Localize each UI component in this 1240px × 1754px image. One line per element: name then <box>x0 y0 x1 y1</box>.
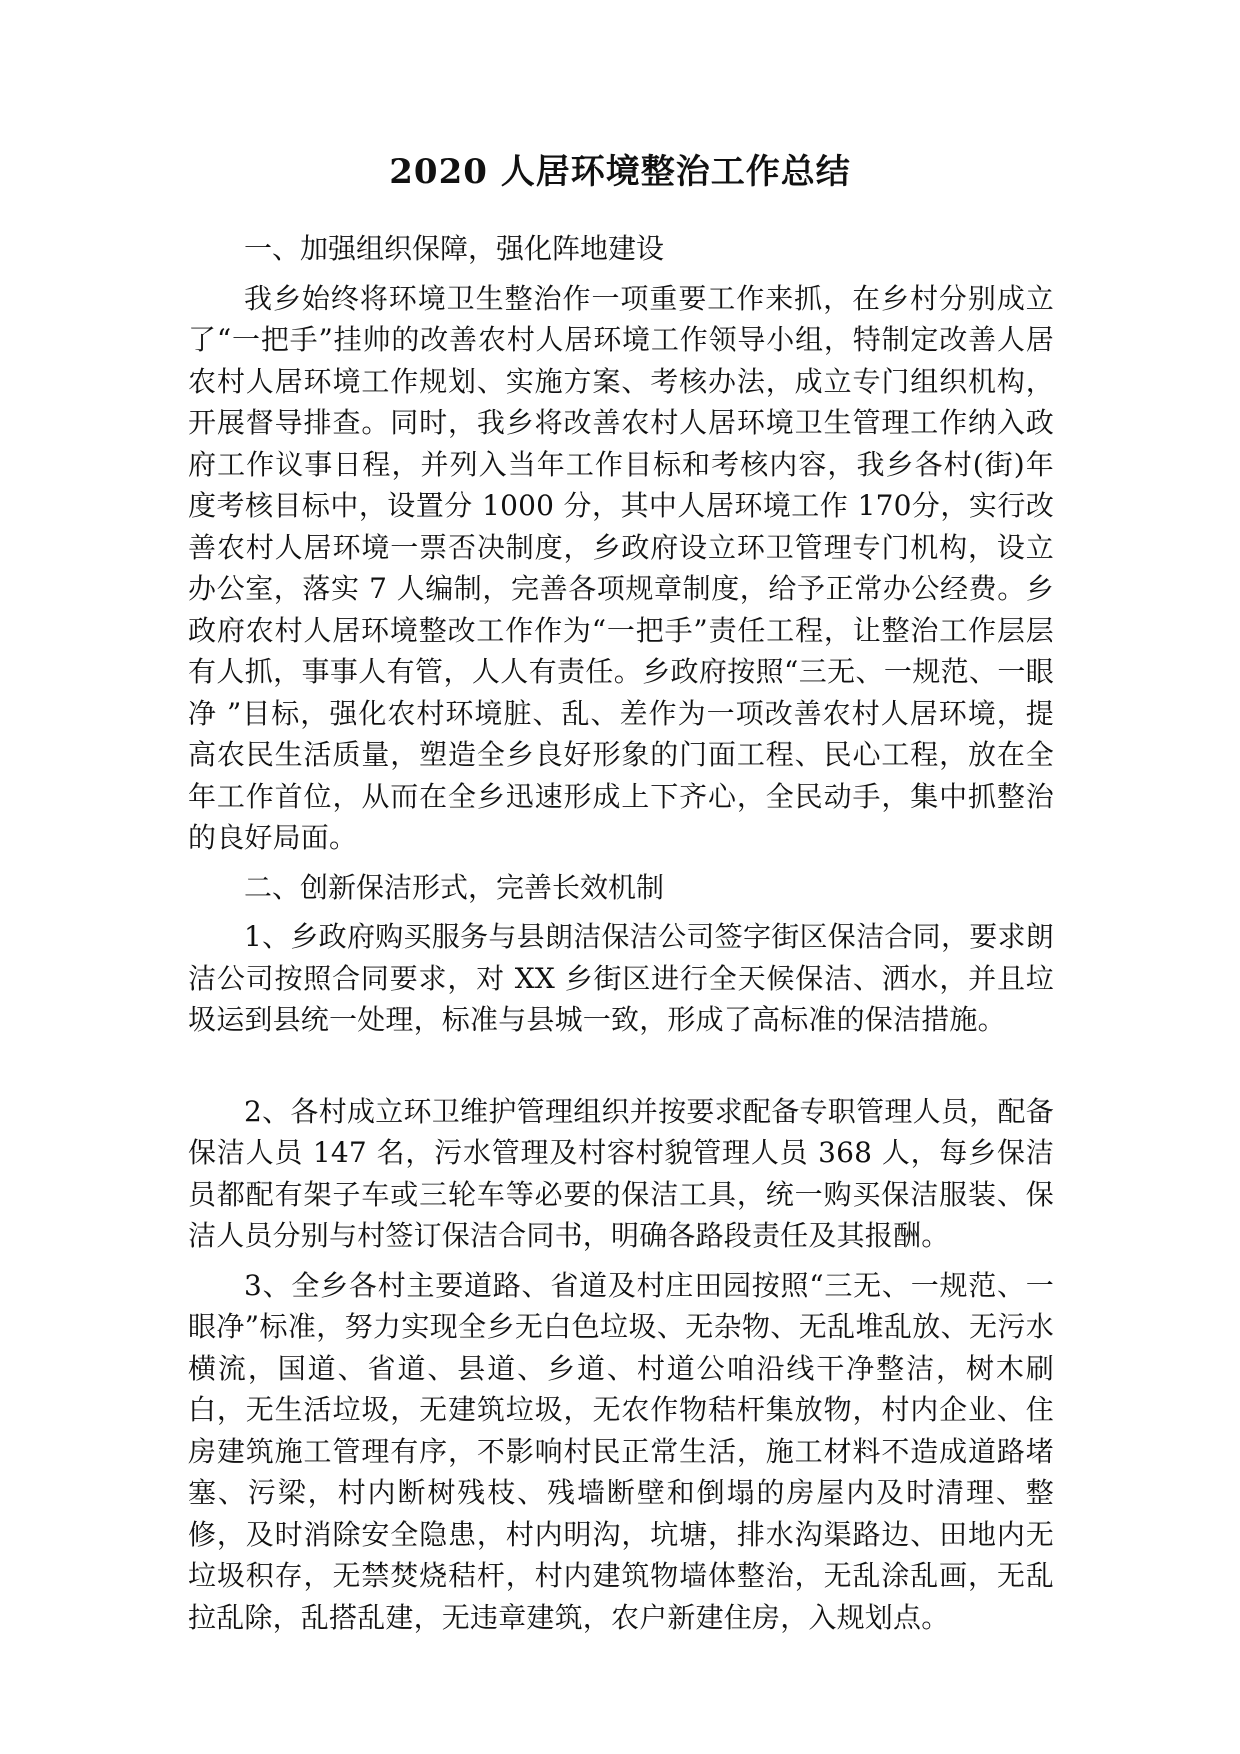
section-1-heading: 一、加强组织保障，强化阵地建设 <box>244 232 665 265</box>
document-body <box>188 228 1054 1638</box>
section-1-paragraph: 我乡始终将环境卫生整治作一项重要工作来抓，在乡村分别成立了“一把手”挂帅的改善农村人居环境工作领导小组，特制定改善人居农村人居环境工作规划、实施方案、考核办法，成立专门组织机构，开展督导排查。同时，我乡将改善农村人居环境卫生管理工作纳入政府工作议事日程，并列入当年工作目标和考核内容，我乡各村(街)年度考核目标中，设置分 1000 分，其中人居环境工作 170分，实行改善农村人居环境一票否决制度，乡政府设立环卫管理专门机构，设立办公室，落实 7 人编制，完善各项规章制度，给予正常办公经费。乡政府农村人居环境整改工作作为“一把手”责任工程，让整治工作层层有人抓，事事人有管，人人有责任。乡政府按照“三无、一规范、一眼净 ”目标，强化农村环境脏、乱、差作为一项改善农村人居环境，提高农民生活质量，塑造全乡良好形象的门面工程、民心工程，放在全年工作首位，从而在全乡迅速形成上下齐心，全民动手，集中抓整治的良好局面。 <box>188 281 1054 854</box>
section-2-heading: 二、创新保洁形式，完善长效机制 <box>244 870 665 904</box>
document-title: 2020 人居环境整治工作总结 <box>389 152 851 192</box>
section-2-item-2: 2、各村成立环卫维护管理组织并按要求配备专职管理人员，配备保洁人员 147 名，污水管理及村容村貌管理人员 368 人，每乡保洁员都配有架子车或三轮车等必要的保洁工具，统一购买保洁服装、保洁人员分别与村签订保洁合同书，明确各路段责任及其报酬。 <box>188 1094 1054 1252</box>
section-2-item-1: 1、乡政府购买服务与县朗洁保洁公司签字街区保洁合同，要求朗洁公司按照合同要求，对 XX 乡街区进行全天候保洁、洒水，并且垃圾运到县统一处理，标准与县城一致，形成了高标准的保洁措施。 <box>188 920 1054 1036</box>
section-2-item-3: 3、全乡各村主要道路、省道及村庄田园按照“三无、一规范、一眼净”标准，努力实现全乡无白色垃圾、无杂物、无乱堆乱放、无污水横流，国道、省道、县道、乡道、村道公咱沿线干净整洁，树木刷白，无生活垃圾，无建筑垃圾，无农作物秸杆集放物，村内企业、住房建筑施工管理有序，不影响村民正常生活，施工材料不造成道路堵塞、污梁，村内断树残枝、残墙断壁和倒塌的房屋内及时清理、整修，及时消除安全隐患，村内明沟，坑塘，排水沟渠路边、田地内无垃圾积存，无禁焚烧秸杆，村内建筑物墙体整治，无乱涂乱画，无乱拉乱除，乱搭乱建，无违章建筑，农户新建住房，入规划点。 <box>188 1268 1054 1634</box>
